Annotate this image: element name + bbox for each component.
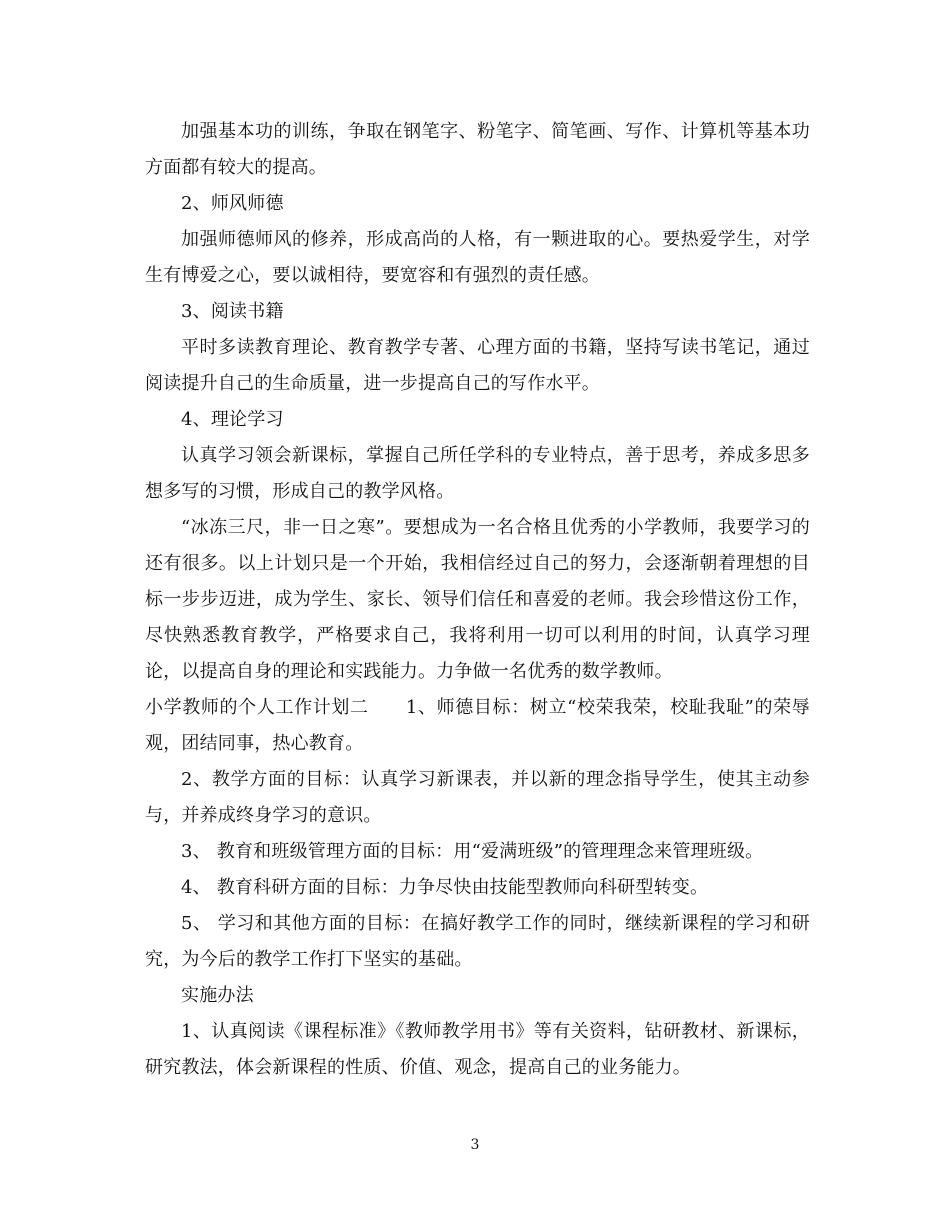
paragraph: 3、阅读书籍: [181, 301, 284, 322]
paragraph: 1、认真阅读《课程标准》《教师教学用书》等有关资料，钻研教材、新课标，研究教法，体会新课程的性质、价值、观念，提高自己的业务能力。: [145, 1021, 810, 1078]
paragraph: 3、 教育和班级管理方面的目标：用“爱满班级”的管理理念来管理班级。: [181, 841, 764, 862]
paragraph: 小学教师的个人工作计划二 1、师德目标：树立“校荣我荣，校耻我耻”的荣辱观，团结同事，热心教育。: [145, 697, 810, 754]
paragraph: 实施办法: [181, 985, 254, 1006]
page-number: 3: [470, 1137, 480, 1153]
paragraph: “冰冻三尺，非一日之寒”。要想成为一名合格且优秀的小学教师，我要学习的还有很多。以上计划只是一个开始，我相信经过自己的努力，会逐渐朝着理想的目标一步步迈进，成为学生、家长、领导们信任和喜爱的老师。我会珍惜这份工作，尽快熟悉教育教学，严格要求自己，我将利用一切可以利用的时间，认真学习理论，以提高自身的理论和实践能力。力争做一名优秀的数学教师。: [145, 517, 810, 682]
paragraph: 加强基本功的训练，争取在钢笔字、粉笔字、简笔画、写作、计算机等基本功方面都有较大的提高。: [145, 121, 810, 178]
paragraph: 4、 教育科研方面的目标：力争尽快由技能型教师向科研型转变。: [181, 877, 709, 898]
paragraph: 2、教学方面的目标：认真学习新课表，并以新的理念指导学生，使其主动参与，并养成终身学习的意识。: [145, 769, 810, 826]
paragraph: 5、 学习和其他方面的目标：在搞好教学工作的同时，继续新课程的学习和研究，为今后的教学工作打下坚实的基础。: [145, 913, 810, 970]
paragraph: 2、师风师德: [181, 193, 284, 214]
document-body: [145, 114, 810, 1086]
paragraph: 4、理论学习: [181, 409, 284, 430]
paragraph: 加强师德师风的修养，形成高尚的人格，有一颗进取的心。要热爱学生，对学生有博爱之心，要以诚相待，要宽容和有强烈的责任感。: [145, 229, 810, 286]
paragraph: 认真学习领会新课标，掌握自己所任学科的专业特点，善于思考，养成多思多想多写的习惯，形成自己的教学风格。: [145, 445, 810, 502]
paragraph: 平时多读教育理论、教育教学专著、心理方面的书籍，坚持写读书笔记，通过阅读提升自己的生命质量，进一步提高自己的写作水平。: [145, 337, 810, 394]
